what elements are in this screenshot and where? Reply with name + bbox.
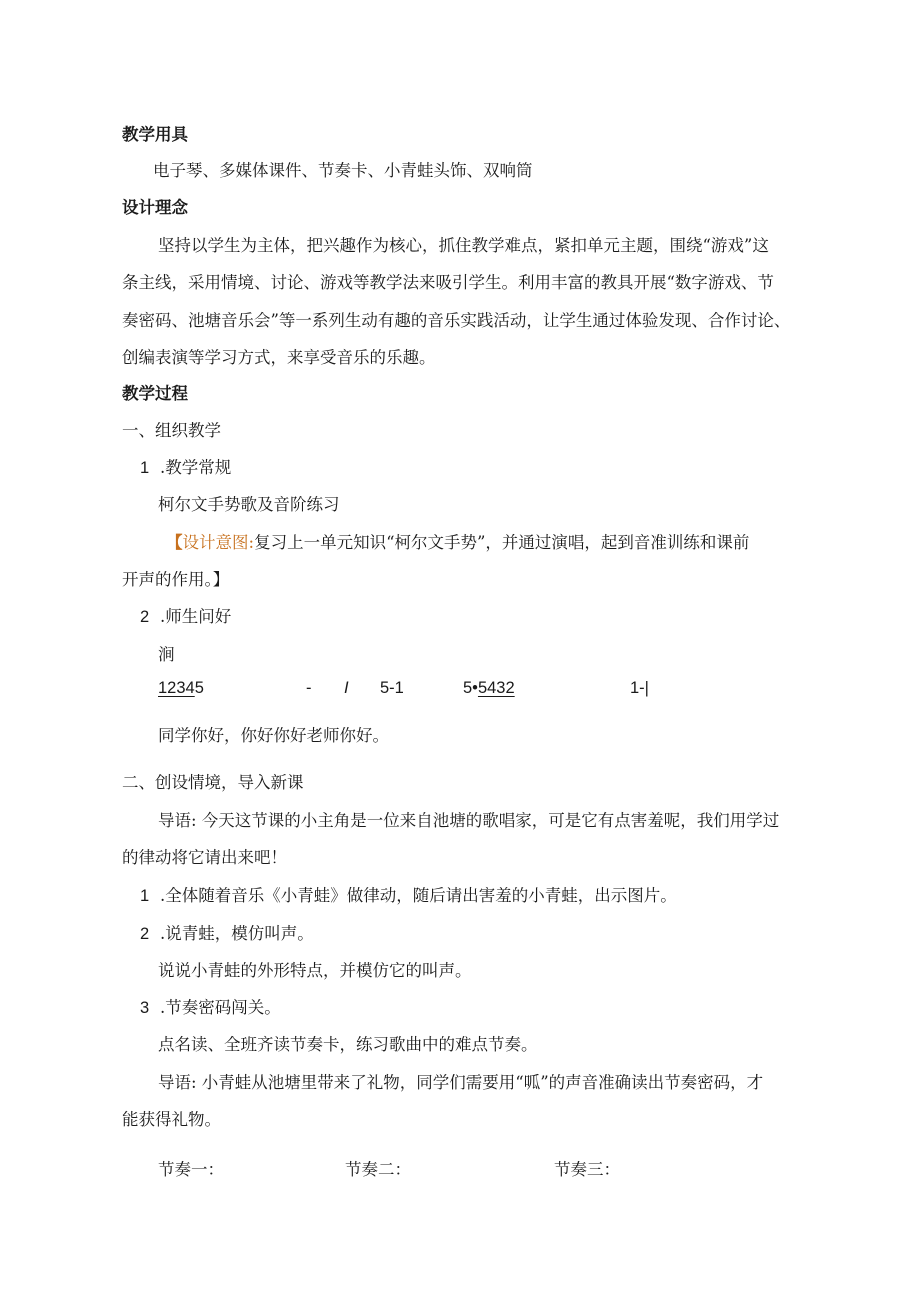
tools-heading: 教学用具: [122, 125, 188, 144]
notation-group-3: [463, 678, 515, 698]
item-number: 3: [140, 999, 150, 1017]
concept-line: 创编表演等学习方式，来享受音乐的乐趣。: [122, 348, 436, 367]
item-number: 1: [140, 459, 150, 477]
design-intent-line: [166, 533, 749, 553]
process-heading: 教学过程: [122, 384, 188, 403]
concept-heading: 设计理念: [122, 198, 188, 217]
item-subtext: 柯尔文手势歌及音阶练习: [158, 495, 340, 514]
item-number: 2: [140, 608, 150, 626]
item-subtext: 涧: [158, 645, 175, 664]
greeting-lyrics: 同学你好，你好你好老师你好。: [158, 726, 389, 745]
item-label: .说青蛙，模仿叫声。: [160, 924, 314, 943]
item-label: .师生问好: [160, 607, 232, 626]
concept-line: 奏密码、池塘音乐会”等一系列生动有趣的音乐实践活动，让学生通过体验发现、合作讨论、: [122, 311, 791, 330]
design-intent-line2: 开声的作用。】: [122, 570, 230, 589]
design-bracket: 【: [166, 533, 183, 552]
notation-group-4: 1-|: [630, 679, 649, 697]
tools-text: 电子琴、多媒体课件、节奏卡、小青蛙头饰、双响筒: [153, 161, 533, 180]
rhythm-label: 节奏一：: [158, 1160, 224, 1179]
item-label: .节奏密码闯关。: [160, 998, 281, 1017]
design-label: 设计意图:: [182, 533, 255, 552]
item-number: 2: [140, 925, 150, 943]
item-subtext: 说说小青蛙的外形特点，并模仿它的叫声。: [158, 961, 472, 980]
concept-line: 条主线，采用情境、讨论、游戏等教学法来吸引学生。利用丰富的教具开展“数字游戏、节: [122, 273, 774, 292]
item-subtext: 点名读、全班齐读节奏卡，练习歌曲中的难点节奏。: [158, 1035, 538, 1054]
rhythm-label: 节奏二：: [345, 1160, 411, 1179]
notation-underlined: 1234: [158, 679, 195, 697]
notation-note: 5: [194, 679, 204, 697]
notation-underlined: 5432: [477, 679, 515, 697]
intro-line: 的律动将它请出来吧！: [122, 848, 287, 867]
item-number: 1: [140, 887, 150, 905]
guide-line: 能获得礼物。: [122, 1110, 221, 1129]
notation-note: 5•: [463, 679, 478, 697]
notation-barline: I: [344, 679, 349, 697]
part1-title: 一、组织教学: [122, 421, 221, 440]
rhythm-label: 节奏三：: [554, 1160, 620, 1179]
guide-line: 导语: 小青蛙从池塘里带来了礼物，同学们需要用“呱”的声音准确读出节奏密码，才: [158, 1073, 764, 1092]
notation-group-1: [158, 678, 204, 698]
concept-line: 坚持以学生为主体，把兴趣作为核心，抓住教学难点，紧扣单元主题，围绕“游戏”这: [158, 236, 769, 255]
design-text: 复习上一单元知识“柯尔文手势”，并通过演唱，起到音准训练和课前: [254, 533, 750, 552]
item-text: .全体随着音乐《小青蛙》做律动，随后请出害羞的小青蛙，出示图片。: [160, 886, 677, 905]
part2-title: 二、创设情境，导入新课: [122, 773, 304, 792]
notation-group-2: 5-1: [380, 679, 404, 697]
intro-line: 导语: 今天这节课的小主角是一位来自池塘的歌唱家，可是它有点害羞呢，我们用学过: [158, 811, 780, 830]
notation-dash: -: [306, 679, 312, 697]
item-label: .教学常规: [160, 458, 232, 477]
